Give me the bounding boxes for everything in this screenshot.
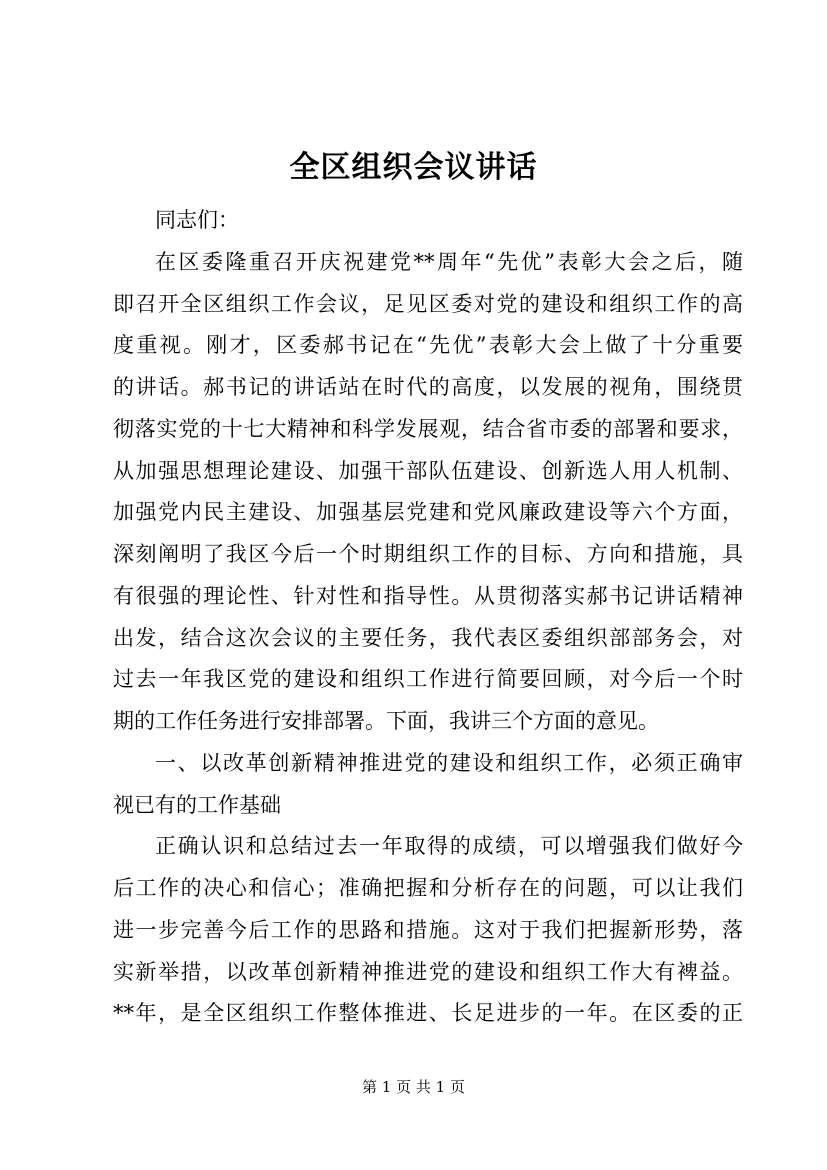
salutation-line: 同志们： bbox=[155, 208, 239, 232]
paragraph-line: 实新举措，以改革创新精神推进党的建设和组织工作大有裨益。 bbox=[113, 959, 743, 984]
paragraph-line: 期的工作任务进行安排部署。下面，我讲三个方面的意见。 bbox=[113, 709, 659, 733]
document-title: 全区组织会议讲话 bbox=[289, 150, 538, 185]
paragraph-line: 过去一年我区党的建设和组织工作进行简要回顾，对今后一个时 bbox=[113, 667, 743, 692]
paragraph-line: **年，是全区组织工作整体推进、长足进步的一年。在区委的正 bbox=[113, 1001, 743, 1026]
paragraph-line: 在区委隆重召开庆祝建党**周年“先优”表彰大会之后，随 bbox=[155, 249, 743, 274]
document-body bbox=[113, 200, 743, 1035]
paragraph-line: 即召开全区组织工作会议，足见区委对党的建设和组织工作的高 bbox=[113, 291, 743, 316]
page-number-footer: 第 1 页 共 1 页 bbox=[362, 1078, 465, 1096]
paragraph-line: 彻落实党的十七大精神和科学发展观，结合省市委的部署和要求， bbox=[113, 416, 743, 441]
paragraph-line: 加强党内民主建设、加强基层党建和党风廉政建设等六个方面， bbox=[113, 500, 743, 525]
section-heading-line: 视已有的工作基础 bbox=[113, 792, 281, 817]
paragraph-line: 的讲话。郝书记的讲话站在时代的高度，以发展的视角，围绕贯 bbox=[113, 375, 743, 399]
paragraph-line: 进一步完善今后工作的思路和措施。这对于我们把握新形势，落 bbox=[113, 917, 743, 942]
paragraph-line: 度重视。刚才，区委郝书记在“先优”表彰大会上做了十分重要 bbox=[113, 333, 743, 358]
paragraph-line: 从加强思想理论建设、加强干部队伍建设、创新选人用人机制、 bbox=[113, 458, 743, 483]
paragraph-line: 深刻阐明了我区今后一个时期组织工作的目标、方向和措施，具 bbox=[113, 542, 743, 566]
paragraph-line: 正确认识和总结过去一年取得的成绩，可以增强我们做好今 bbox=[155, 834, 743, 859]
section-heading-line: 一、以改革创新精神推进党的建设和组织工作，必须正确审 bbox=[155, 750, 743, 775]
paragraph-line: 后工作的决心和信心；准确把握和分析存在的问题，可以让我们 bbox=[113, 876, 743, 900]
paragraph-line: 有很强的理论性、针对性和指导性。从贯彻落实郝书记讲话精神 bbox=[113, 583, 743, 608]
paragraph-line: 出发，结合这次会议的主要任务，我代表区委组织部部务会，对 bbox=[113, 625, 743, 650]
